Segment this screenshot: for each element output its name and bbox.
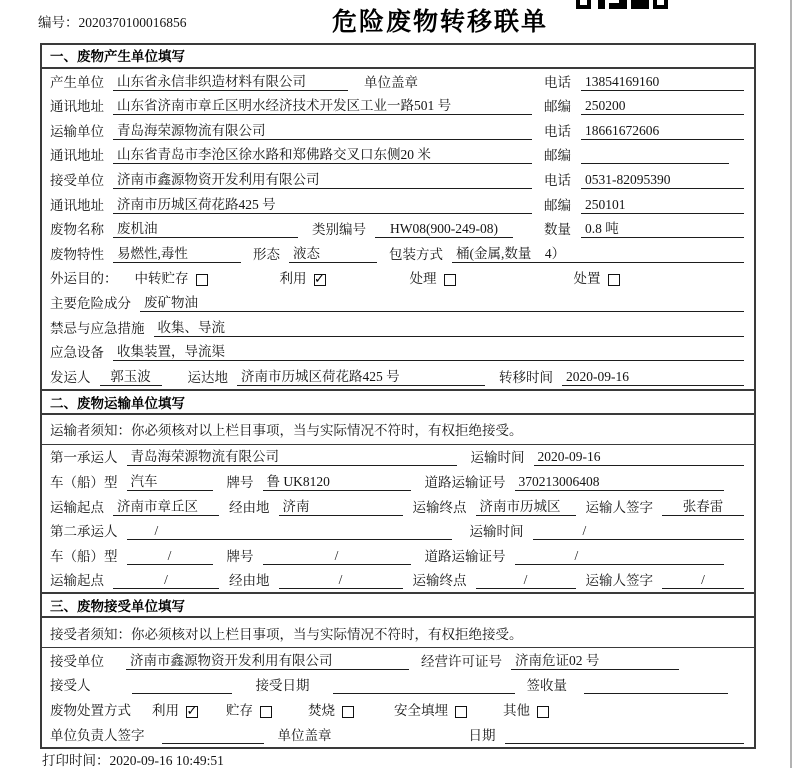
option-label: 其他: [503, 703, 530, 719]
row-route-2: [42, 568, 754, 593]
checkbox-transfer-storage: [196, 274, 208, 286]
permit-label: 经营许可证号: [421, 653, 502, 669]
equipment-value: 收集装置，导流渠: [113, 344, 744, 361]
first-carrier-value: 青岛海荣源物流有限公司: [127, 449, 457, 466]
plate-label: 牌号: [226, 474, 254, 490]
row-acceptor: [42, 673, 754, 698]
address-label: 通讯地址: [50, 99, 104, 115]
purpose-option-treat: [410, 271, 456, 287]
permit-value: 济南危证02 号: [511, 653, 679, 670]
phone-label: 电话: [544, 74, 571, 90]
receiver-label: 接受单位: [50, 172, 104, 188]
row-vehicle-1: [42, 469, 754, 494]
accept-date-label: 接受日期: [255, 678, 310, 694]
row-producer-address: [42, 94, 754, 119]
responsible-sign-label: 单位负责人签字: [50, 727, 145, 743]
seal-label: 单位盖章: [364, 74, 418, 90]
checkbox-disposal-landfill: [455, 706, 467, 718]
transfer-time-value: 2020-09-16: [562, 369, 744, 386]
equipment-label: 应急设备: [50, 345, 104, 361]
qr-module: [653, 0, 668, 9]
transport-time-value: 2020-09-16: [534, 449, 745, 466]
manifest-form: [40, 43, 756, 749]
row-accept-unit: [42, 648, 754, 673]
print-time-value: 2020-09-16 10:49:51: [109, 753, 224, 768]
checkbox-utilize: ✓: [314, 272, 325, 288]
waste-name-value: 废机油: [113, 221, 298, 238]
disposal-option-store: [226, 703, 272, 719]
row-transporter-address: [42, 143, 754, 168]
route-via-label: 经由地: [229, 499, 270, 515]
row-transfer-purpose: [42, 266, 754, 291]
vehicle-type-label: 车（船）型: [50, 474, 118, 490]
accept-unit-label: 接受单位: [50, 653, 104, 669]
disposal-option-other: [503, 703, 549, 719]
address-value: 济南市历城区荷花路425 号: [113, 197, 532, 214]
disposal-option-utilize: [152, 703, 198, 719]
carrier-sign-value: 张春雷: [662, 499, 744, 516]
row-second-carrier: [42, 519, 754, 544]
date-value: [505, 728, 745, 744]
phone-label: 电话: [544, 172, 571, 188]
carrier-sign-label: 运输人签字: [585, 499, 653, 515]
route-end-label: 运输终点: [412, 573, 467, 589]
checkbox-disposal-other: [537, 706, 549, 718]
emergency-value: 收集、导流: [154, 320, 745, 337]
road-license-value: /: [515, 548, 725, 565]
row-hazard-components: [42, 290, 754, 315]
notice-text: 运输者须知：你必须核对以上栏目事项，当与实际情况不符时，有权拒绝接受。: [50, 423, 523, 439]
section1-header: 一、废物产生单位填写: [42, 45, 754, 69]
plate-value: 鲁 UK8120: [263, 474, 411, 491]
row-responsible-sign: [42, 722, 754, 747]
transport-time-value: /: [533, 523, 745, 540]
waste-name-label: 废物名称: [50, 222, 104, 238]
address-value: 山东省济南市章丘区明水经济技术开发区工业一路501 号: [113, 98, 532, 115]
print-time-label: 打印时间：: [42, 753, 110, 768]
row-first-carrier: [42, 445, 754, 470]
row-producer: [42, 69, 754, 94]
vehicle-type-value: /: [127, 548, 213, 565]
route-start-label: 运输起点: [50, 573, 104, 589]
disposal-option-landfill: [394, 703, 467, 719]
checkbox-disposal-utilize: ✓: [186, 704, 198, 720]
form-label: 形态: [253, 246, 280, 262]
receiver-notice: [42, 618, 754, 648]
qr-module: [619, 0, 627, 9]
option-label: 处理: [409, 271, 437, 287]
route-start-value: 济南市章丘区: [113, 499, 219, 516]
receiver-zip: [544, 197, 744, 214]
route-start-label: 运输起点: [50, 499, 104, 515]
category-value: HW08(900-249-08): [375, 221, 513, 238]
hazard-value: 废矿物油: [140, 295, 744, 312]
purpose-label: 外运目的：: [50, 271, 118, 287]
row-disposal-method: [42, 697, 754, 722]
second-carrier-label: 第二承运人: [50, 524, 118, 540]
carrier-sign-label: 运输人签字: [585, 573, 653, 589]
zip-label: 邮编: [544, 99, 571, 115]
purpose-option-utilize: [280, 271, 326, 287]
transporter-phone: [544, 123, 744, 140]
phone-value: 13854169160: [581, 74, 744, 91]
row-receiver: [42, 167, 754, 192]
section3-header: 三、废物接受单位填写: [42, 592, 754, 618]
producer-phone: [544, 74, 744, 91]
phone-value: 18661672606: [581, 123, 744, 140]
notice-text: 接受者须知：你必须核对以上栏目事项，当与实际情况不符时，有权拒绝接受。: [50, 626, 523, 642]
characteristics-label: 废物特性: [50, 246, 104, 262]
row-vehicle-2: [42, 543, 754, 568]
road-license-value: 370213006408: [515, 474, 725, 491]
zip-value-empty: [581, 148, 729, 164]
option-label: 利用: [279, 271, 307, 287]
plate-label: 牌号: [226, 548, 254, 564]
address-label: 通讯地址: [50, 148, 104, 164]
document-header: [0, 0, 796, 43]
route-end-value: /: [476, 572, 576, 589]
checkbox-disposal-incinerate: [342, 706, 354, 718]
transport-time-label: 运输时间: [469, 524, 524, 540]
zip-label: 邮编: [544, 148, 571, 164]
qr-module: [576, 0, 591, 9]
row-emergency-equipment: [42, 340, 754, 365]
vehicle-type-label: 车（船）型: [50, 548, 118, 564]
route-via-label: 经由地: [229, 573, 270, 589]
address-label: 通讯地址: [50, 197, 104, 213]
qr-module: [631, 0, 649, 9]
transporter-value: 青岛海荣源物流有限公司: [113, 123, 532, 140]
qr-code-fragment: [576, 0, 670, 9]
row-emergency-measures: [42, 315, 754, 340]
checkbox-disposal-store: [260, 706, 272, 718]
hazard-label: 主要危险成分: [50, 295, 131, 311]
row-route-1: [42, 494, 754, 519]
quantity: [544, 221, 744, 238]
option-label: 利用: [152, 703, 179, 719]
checkbox-dispose: [608, 274, 620, 286]
category-label: 类别编号: [312, 222, 366, 238]
date-label: 日期: [468, 727, 496, 743]
acceptor-label: 接受人: [50, 678, 91, 694]
page-title: 危险废物转移联单: [331, 8, 548, 36]
row-dispatch: [42, 364, 754, 389]
form-value: 液态: [289, 246, 377, 263]
option-label: 中转贮存: [134, 271, 189, 287]
section2-header: 二、废物运输单位填写: [42, 389, 754, 415]
plate-value: /: [263, 548, 411, 565]
page-edge-line: [790, 0, 792, 768]
transporter-label: 运输单位: [50, 123, 104, 139]
print-time: [42, 749, 224, 769]
row-transporter: [42, 118, 754, 143]
route-end-value: 济南市历城区: [476, 499, 576, 516]
packaging-label: 包装方式: [389, 246, 443, 262]
quantity-label: 数量: [544, 222, 571, 238]
received-qty-label: 签收量: [526, 678, 567, 694]
doc-number-value: 2020370100016856: [78, 15, 187, 30]
producer-value: 山东省永信非织造材料有限公司: [113, 74, 348, 91]
route-via-value: /: [279, 572, 403, 589]
second-carrier-value: /: [127, 523, 452, 540]
doc-number-label: 编号：: [38, 15, 79, 30]
producer-label: 产生单位: [50, 74, 104, 90]
quantity-value: 0.8 吨: [581, 221, 744, 238]
phone-value: 0531-82095390: [581, 172, 744, 189]
receiver-value: 济南市鑫源物资开发利用有限公司: [113, 172, 532, 189]
unit-seal-label: 单位盖章: [277, 727, 332, 743]
acceptor-value: [132, 678, 232, 694]
phone-label: 电话: [544, 123, 571, 139]
row-receiver-address: [42, 192, 754, 217]
accept-unit-value: 济南市鑫源物资开发利用有限公司: [126, 653, 409, 670]
first-carrier-label: 第一承运人: [50, 450, 118, 466]
zip-value: 250101: [581, 197, 744, 214]
option-label: 安全填埋: [394, 703, 448, 719]
route-end-label: 运输终点: [412, 499, 467, 515]
received-qty-value: [584, 678, 728, 694]
responsible-sign-value: [162, 728, 264, 744]
option-label: 焚烧: [308, 703, 335, 719]
disposal-label: 废物处置方式: [50, 703, 131, 719]
destination-value: 济南市历城区荷花路425 号: [237, 369, 485, 386]
accept-date-value: [333, 678, 515, 694]
transporter-zip: [544, 148, 744, 164]
destination-label: 运达地: [187, 369, 228, 385]
purpose-option-dispose: [574, 271, 620, 287]
characteristics-value: 易燃性,毒性: [113, 246, 241, 263]
transporter-notice: [42, 415, 754, 445]
shipper-label: 发运人: [50, 369, 91, 385]
row-waste-properties: [42, 241, 754, 266]
transfer-time-label: 转移时间: [499, 369, 553, 385]
road-license-label: 道路运输证号: [424, 474, 506, 490]
vehicle-type-value: 汽车: [127, 474, 213, 491]
qr-module: [598, 0, 605, 9]
purpose-option-transfer-storage: [135, 271, 208, 287]
transport-time-label: 运输时间: [470, 450, 525, 466]
road-license-label: 道路运输证号: [424, 548, 506, 564]
disposal-option-incinerate: [308, 703, 354, 719]
option-label: 处置: [573, 271, 601, 287]
producer-zip: [544, 98, 744, 115]
address-value: 山东省青岛市李沧区徐水路和郑佛路交叉口东侧20 米: [113, 147, 532, 164]
zip-value: 250200: [581, 98, 744, 115]
receiver-phone: [544, 172, 744, 189]
row-waste-name: [42, 217, 754, 242]
checkbox-treat: [444, 274, 456, 286]
emergency-label: 禁忌与应急措施: [50, 320, 145, 336]
route-via-value: 济南: [279, 499, 403, 516]
packaging-value: 桶(金属,数量 4）: [452, 246, 744, 263]
option-label: 贮存: [226, 703, 253, 719]
carrier-sign-value: /: [662, 572, 744, 589]
route-start-value: /: [113, 572, 219, 589]
shipper-value: 郭玉波: [100, 369, 162, 386]
zip-label: 邮编: [544, 197, 571, 213]
